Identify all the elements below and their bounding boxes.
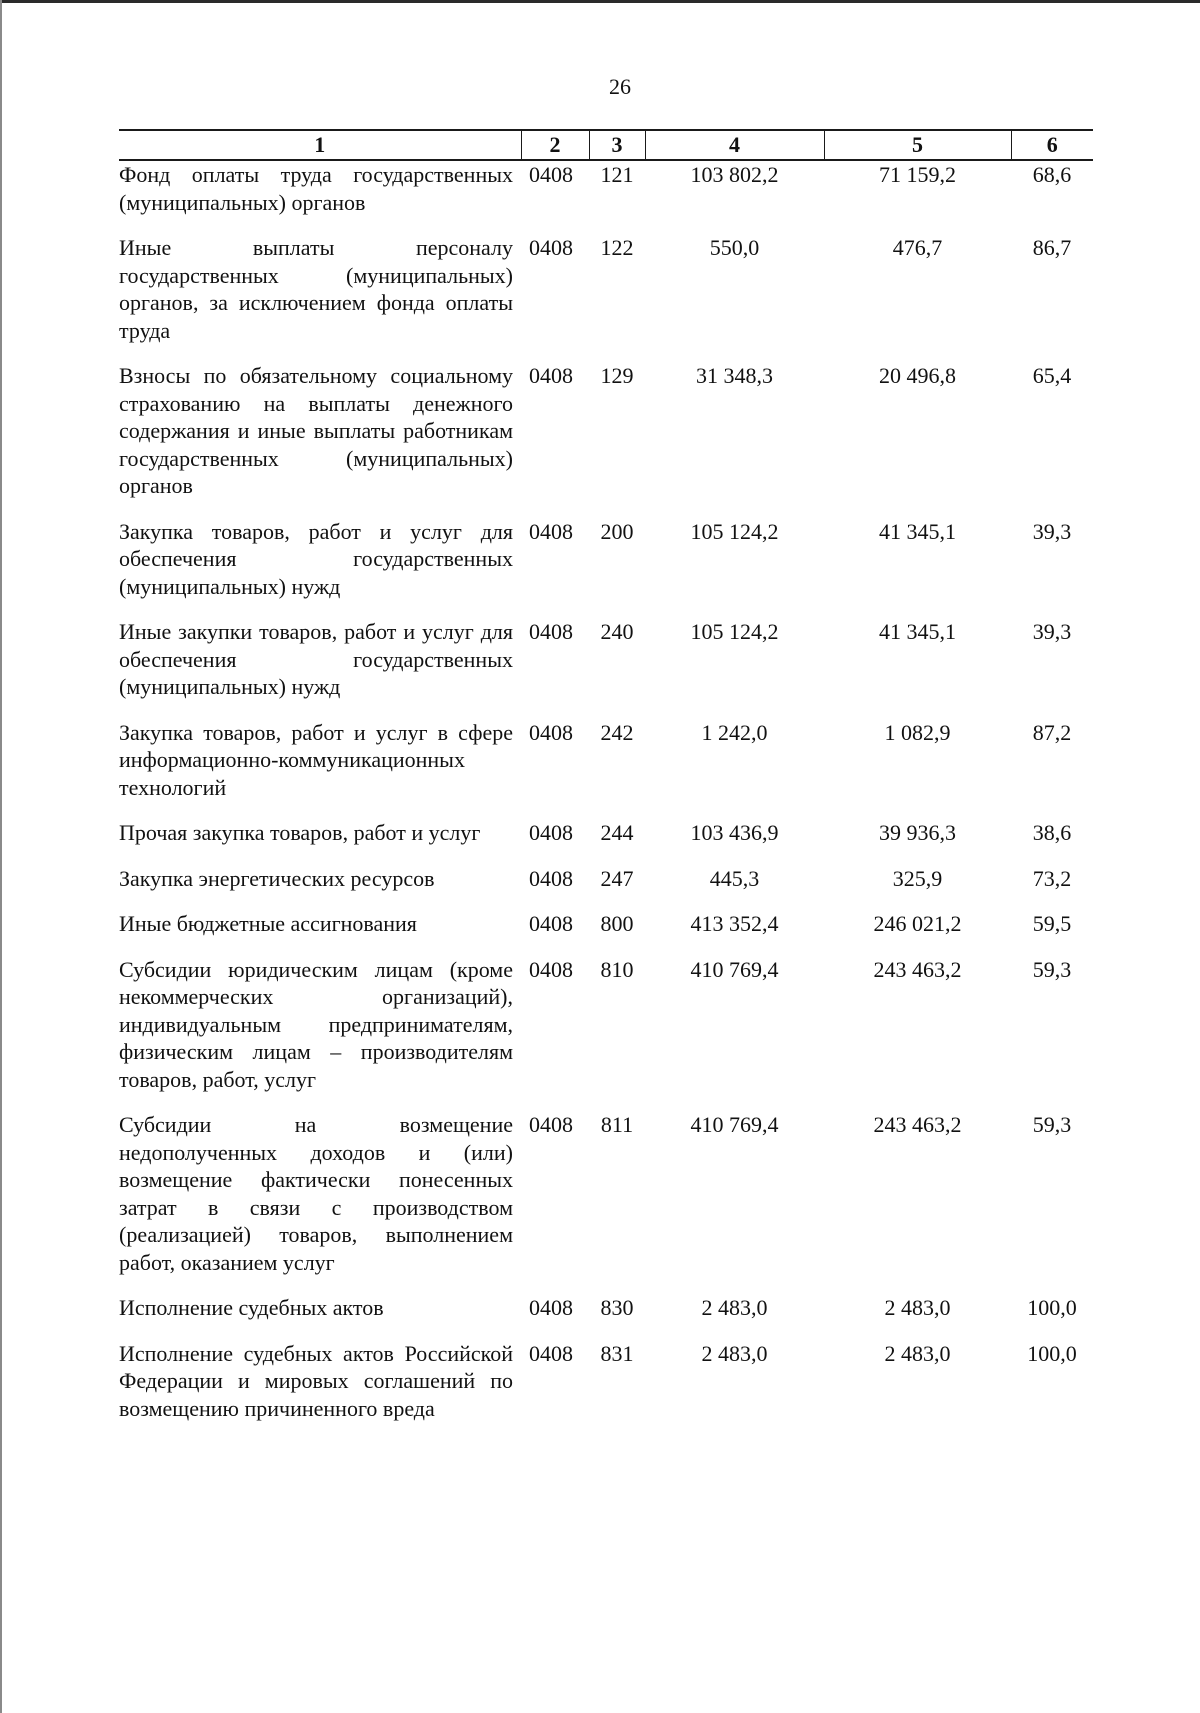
header-col-3: 3 xyxy=(589,130,645,160)
row-actual-cell: 476,7 xyxy=(892,235,943,260)
row-actual-cell: 41 345,1 xyxy=(879,619,956,644)
row-percent-cell: 38,6 xyxy=(1032,820,1072,845)
header-col-4: 4 xyxy=(645,130,824,160)
table-row xyxy=(119,362,1093,518)
row-name-cell: Фонд оплаты труда государственных (муниципальных) органов xyxy=(119,162,513,215)
row-code-cell: 830 xyxy=(600,1295,634,1320)
row-name-cell: Исполнение судебных актов xyxy=(119,1295,384,1320)
row-actual-cell: 39 936,3 xyxy=(879,820,956,845)
row-plan-cell: 445,3 xyxy=(709,865,760,891)
row-code-cell: 811 xyxy=(600,1112,634,1137)
row-section-cell: 0408 xyxy=(529,619,573,644)
row-code-cell: 810 xyxy=(600,956,634,982)
row-percent-cell: 87,2 xyxy=(1032,719,1072,745)
row-section-cell: 0408 xyxy=(529,518,573,544)
row-name-cell: Взносы по обязательному социальному страхованию на выплаты денежного содержания и иные выплаты работникам государственных (муниципальных) органов xyxy=(119,363,513,498)
row-section-cell: 0408 xyxy=(529,719,573,745)
row-plan-cell: 103 436,9 xyxy=(690,820,779,845)
row-plan-cell: 105 124,2 xyxy=(690,518,779,544)
row-actual-cell: 1 082,9 xyxy=(884,719,951,745)
header-col-1: 1 xyxy=(119,130,521,160)
table-row xyxy=(119,618,1093,719)
header-col-6: 6 xyxy=(1011,130,1093,160)
row-plan-cell: 410 769,4 xyxy=(690,956,779,982)
row-name-cell: Субсидии на возмещение недополученных доходов и (или) возмещение фактически понесенных затрат в связи с производством (реализацией) товаров, выполнением работ, оказанием услуг xyxy=(119,1112,513,1275)
row-section-cell: 0408 xyxy=(529,956,573,982)
table-row xyxy=(119,1340,1093,1441)
row-name-cell: Иные бюджетные ассигнования xyxy=(119,911,417,936)
table-row xyxy=(119,1111,1093,1294)
row-code-cell: 247 xyxy=(600,865,634,891)
table-row xyxy=(119,518,1093,619)
row-code-cell: 800 xyxy=(600,911,634,936)
row-section-cell: 0408 xyxy=(529,363,573,388)
row-actual-cell: 243 463,2 xyxy=(873,1112,962,1137)
row-actual-cell: 325,9 xyxy=(892,865,943,891)
scan-edge-top xyxy=(0,0,1200,3)
table-body xyxy=(119,160,1093,1440)
row-percent-cell: 59,3 xyxy=(1032,956,1072,982)
row-code-cell: 121 xyxy=(600,162,634,187)
row-actual-cell: 2 483,0 xyxy=(884,1340,951,1366)
row-code-cell: 240 xyxy=(600,619,634,644)
row-percent-cell: 73,2 xyxy=(1032,865,1072,891)
table-row xyxy=(119,910,1093,956)
row-section-cell: 0408 xyxy=(529,162,573,187)
row-code-cell: 129 xyxy=(600,363,634,388)
row-percent-cell: 100,0 xyxy=(1027,1340,1077,1366)
page-number: 26 xyxy=(609,74,631,99)
row-plan-cell: 31 348,3 xyxy=(696,363,773,388)
row-actual-cell: 20 496,8 xyxy=(879,363,956,388)
row-percent-cell: 100,0 xyxy=(1027,1295,1077,1320)
header-row xyxy=(119,130,1093,160)
row-section-cell: 0408 xyxy=(529,820,573,845)
row-actual-cell: 246 021,2 xyxy=(873,911,962,936)
row-code-cell: 831 xyxy=(600,1340,634,1366)
row-actual-cell: 41 345,1 xyxy=(879,518,956,544)
row-actual-cell: 243 463,2 xyxy=(873,956,962,982)
row-code-cell: 122 xyxy=(600,235,634,260)
table-row xyxy=(119,1294,1093,1340)
row-plan-cell: 1 242,0 xyxy=(701,719,768,745)
row-percent-cell: 59,3 xyxy=(1032,1112,1072,1137)
row-actual-cell: 2 483,0 xyxy=(884,1295,951,1320)
row-percent-cell: 68,6 xyxy=(1032,162,1072,187)
header-col-5: 5 xyxy=(824,130,1011,160)
row-plan-cell: 413 352,4 xyxy=(690,911,779,936)
row-actual-cell: 71 159,2 xyxy=(879,162,956,187)
row-section-cell: 0408 xyxy=(529,911,573,936)
row-percent-cell: 86,7 xyxy=(1032,235,1072,260)
row-plan-cell: 2 483,0 xyxy=(701,1340,768,1366)
table-row xyxy=(119,719,1093,820)
row-plan-cell: 103 802,2 xyxy=(690,162,779,187)
row-section-cell: 0408 xyxy=(529,235,573,260)
row-name-cell: Закупка энергетических ресурсов xyxy=(119,865,435,891)
table-row xyxy=(119,234,1093,362)
table-row xyxy=(119,160,1093,234)
row-name-cell: Субсидии юридическим лицам (кроме некоммерческих организаций), индивидуальным предпринимателям, физическим лицам – производителям товаров, работ, услуг xyxy=(119,956,513,1092)
row-section-cell: 0408 xyxy=(529,1295,573,1320)
row-name-cell: Прочая закупка товаров, работ и услуг xyxy=(119,820,481,845)
row-plan-cell: 550,0 xyxy=(709,235,760,260)
row-percent-cell: 59,5 xyxy=(1032,911,1072,936)
row-plan-cell: 2 483,0 xyxy=(701,1295,768,1320)
row-percent-cell: 39,3 xyxy=(1032,619,1072,644)
row-section-cell: 0408 xyxy=(529,865,573,891)
scan-edge-left xyxy=(0,0,2,1713)
row-name-cell: Закупка товаров, работ и услуг для обеспечения государственных (муниципальных) нужд xyxy=(119,518,513,599)
row-name-cell: Иные закупки товаров, работ и услуг для обеспечения государственных (муниципальных) нужд xyxy=(119,619,513,699)
row-code-cell: 200 xyxy=(600,518,634,544)
row-plan-cell: 105 124,2 xyxy=(690,619,779,644)
table-row xyxy=(119,819,1093,865)
row-percent-cell: 39,3 xyxy=(1032,518,1072,544)
row-code-cell: 244 xyxy=(600,820,634,845)
header-col-2: 2 xyxy=(521,130,589,160)
row-name-cell: Иные выплаты персоналу государственных (муниципальных) органов, за исключением фонда оплаты труда xyxy=(119,235,513,343)
budget-table xyxy=(119,129,1093,1440)
row-code-cell: 242 xyxy=(600,719,634,745)
row-percent-cell: 65,4 xyxy=(1032,363,1072,388)
row-section-cell: 0408 xyxy=(529,1112,573,1137)
row-plan-cell: 410 769,4 xyxy=(690,1112,779,1137)
table-row xyxy=(119,865,1093,911)
table-row xyxy=(119,956,1093,1112)
row-name-cell: Исполнение судебных актов Российской Федерации и мировых соглашений по возмещению причиненного вреда xyxy=(119,1340,513,1421)
row-name-cell: Закупка товаров, работ и услуг в сфере информационно-коммуникационных технологий xyxy=(119,719,513,800)
row-section-cell: 0408 xyxy=(529,1340,573,1366)
